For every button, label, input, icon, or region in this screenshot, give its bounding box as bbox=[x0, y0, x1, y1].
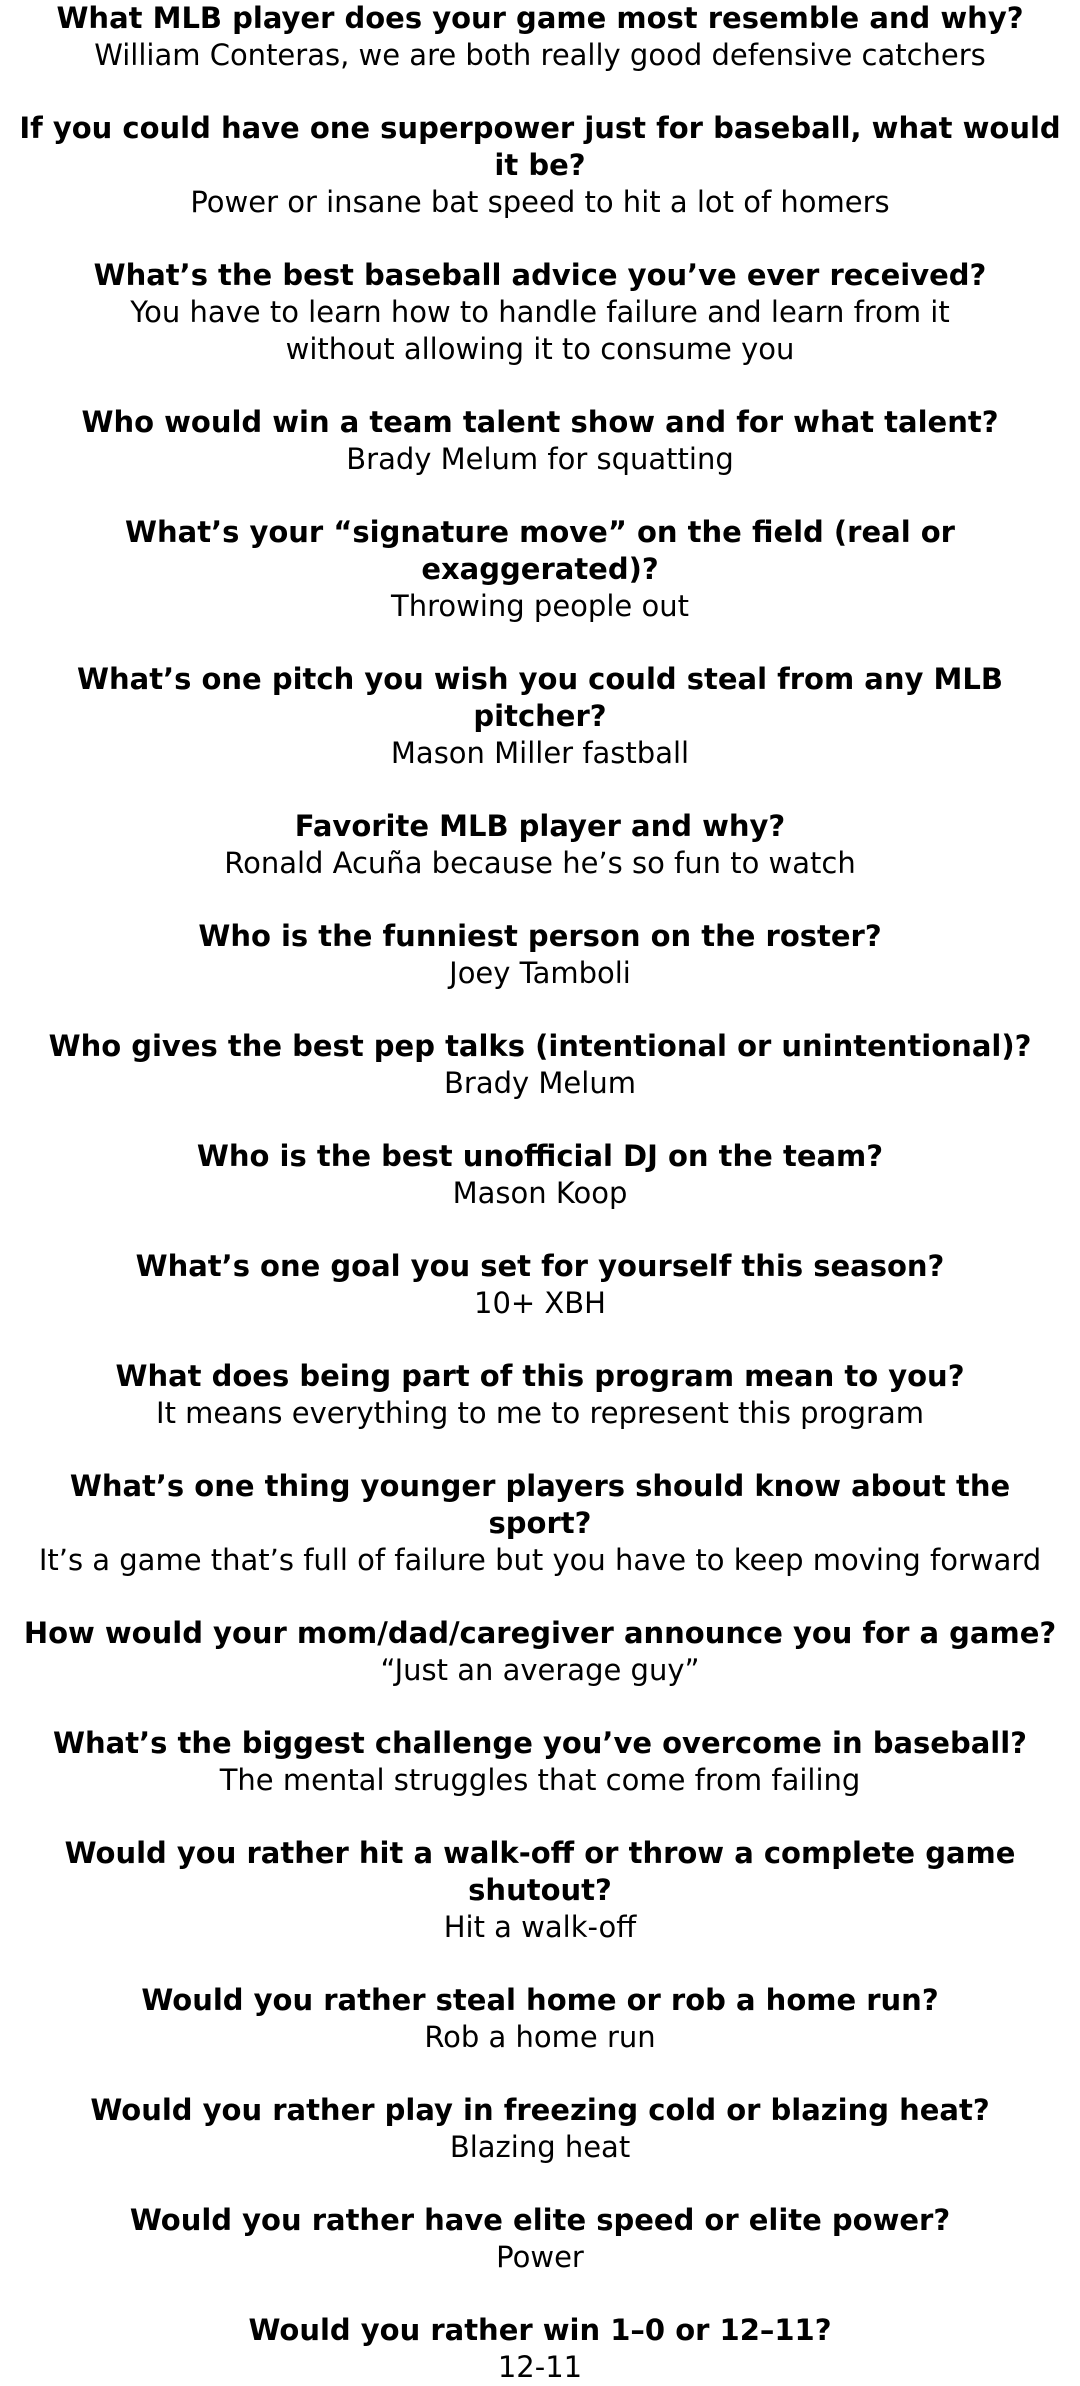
qa-item-20 bbox=[0, 2312, 1080, 2386]
answer: Ronald Acuña because he’s so fun to watch bbox=[224, 846, 856, 880]
question: If you could have one superpower just for baseball, what would it be? bbox=[19, 111, 1061, 182]
qa-item-4 bbox=[0, 404, 1080, 478]
question: What MLB player does your game most resemble and why? bbox=[56, 1, 1024, 35]
qa-item-18 bbox=[0, 2092, 1080, 2166]
answer: Throwing people out bbox=[391, 589, 689, 623]
answer: Mason Miller fastball bbox=[390, 736, 690, 770]
qa-item-6 bbox=[0, 661, 1080, 772]
question: Who is the best unofficial DJ on the team? bbox=[196, 1139, 884, 1173]
qa-item-17 bbox=[0, 1982, 1080, 2056]
qa-item-10 bbox=[0, 1138, 1080, 1212]
answer: Hit a walk-off bbox=[443, 1910, 637, 1944]
qa-item-7 bbox=[0, 808, 1080, 882]
qa-item-1 bbox=[0, 0, 1080, 74]
question: What’s the biggest challenge you’ve overcome in baseball? bbox=[53, 1726, 1027, 1760]
qa-item-13 bbox=[0, 1468, 1080, 1579]
qa-item-2 bbox=[0, 110, 1080, 221]
qa-item-16 bbox=[0, 1835, 1080, 1946]
answer: Blazing heat bbox=[449, 2130, 631, 2164]
answer: Joey Tamboli bbox=[449, 956, 631, 990]
answer: 10+ XBH bbox=[474, 1286, 606, 1320]
question: Would you rather play in freezing cold or blazing heat? bbox=[90, 2093, 990, 2127]
answer: It’s a game that’s full of failure but you have to keep moving forward bbox=[38, 1543, 1042, 1577]
qa-item-12 bbox=[0, 1358, 1080, 1432]
answer: The mental struggles that come from failing bbox=[219, 1763, 861, 1797]
answer: Mason Koop bbox=[452, 1176, 628, 1210]
question: What’s one pitch you wish you could steal from any MLB pitcher? bbox=[77, 662, 1003, 733]
question: How would your mom/dad/caregiver announce you for a game? bbox=[23, 1616, 1057, 1650]
answer: It means everything to me to represent this program bbox=[156, 1396, 924, 1430]
answer: Brady Melum bbox=[444, 1066, 636, 1100]
answer: Power bbox=[496, 2240, 584, 2274]
qa-item-3 bbox=[0, 257, 1080, 368]
question: What’s your “signature move” on the field (real or exaggerated)? bbox=[125, 515, 955, 586]
question: Who gives the best pep talks (intentional or unintentional)? bbox=[48, 1029, 1032, 1063]
question: What’s one thing younger players should know about the sport? bbox=[69, 1469, 1011, 1540]
answer: Brady Melum for squatting bbox=[346, 442, 734, 476]
qa-item-11 bbox=[0, 1248, 1080, 1322]
answer: Power or insane bat speed to hit a lot of homers bbox=[190, 185, 890, 219]
qa-item-14 bbox=[0, 1615, 1080, 1689]
answer: You have to learn how to handle failure and learn from it without allowing it to consume you bbox=[130, 295, 950, 366]
answer: William Conteras, we are both really good defensive catchers bbox=[94, 38, 986, 72]
question: What’s one goal you set for yourself this season? bbox=[135, 1249, 945, 1283]
qa-item-5 bbox=[0, 514, 1080, 625]
question: What does being part of this program mean to you? bbox=[115, 1359, 965, 1393]
answer: “Just an average guy” bbox=[380, 1653, 700, 1687]
question: Would you rather have elite speed or elite power? bbox=[129, 2203, 951, 2237]
question: Would you rather steal home or rob a home run? bbox=[141, 1983, 939, 2017]
qa-item-9 bbox=[0, 1028, 1080, 1102]
answer: Rob a home run bbox=[424, 2020, 656, 2054]
qa-item-15 bbox=[0, 1725, 1080, 1799]
qa-item-19 bbox=[0, 2202, 1080, 2276]
question: Favorite MLB player and why? bbox=[294, 809, 786, 843]
qa-item-8 bbox=[0, 918, 1080, 992]
question: Would you rather win 1–0 or 12–11? bbox=[248, 2313, 832, 2347]
question: What’s the best baseball advice you’ve ever received? bbox=[93, 258, 987, 292]
question: Who is the funniest person on the roster? bbox=[198, 919, 882, 953]
answer: 12-11 bbox=[497, 2350, 583, 2384]
question: Who would win a team talent show and for what talent? bbox=[81, 405, 999, 439]
question: Would you rather hit a walk-off or throw a complete game shutout? bbox=[64, 1836, 1016, 1907]
